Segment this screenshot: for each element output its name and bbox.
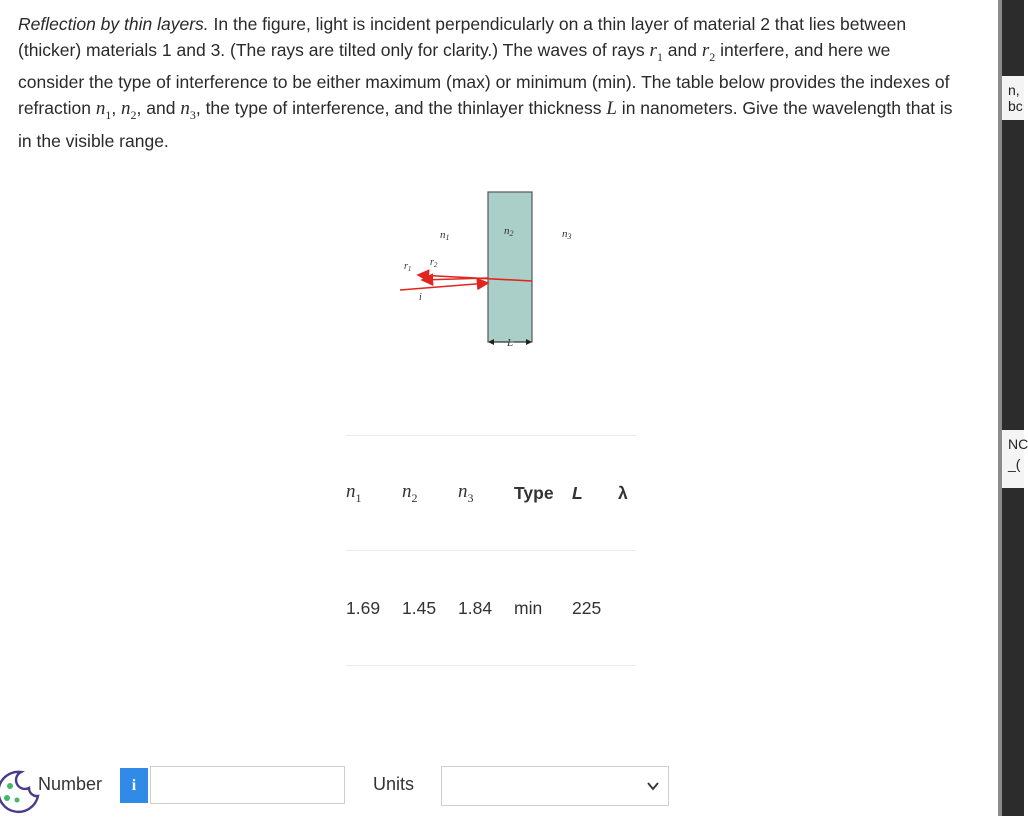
index-symbol: $n_2$: [121, 98, 137, 122]
table-header-row: [346, 436, 636, 551]
figure-L-label: L: [507, 337, 514, 349]
cell-n1: 1.69: [346, 551, 402, 666]
reflected-ray-r1: [422, 278, 488, 280]
number-input[interactable]: [150, 766, 345, 804]
figure-n1-label: n1: [440, 229, 450, 242]
side-fragment: NC: [1008, 436, 1028, 452]
thickness-symbol: L: [606, 98, 617, 120]
number-label: Number: [38, 774, 103, 794]
question-segment: , and: [136, 98, 181, 119]
thin-layer: [488, 192, 532, 342]
question-text: [18, 12, 958, 155]
cell-lambda: [618, 551, 636, 666]
figure-i-label: i: [419, 292, 422, 303]
figure-r1-label: $r_1$: [404, 261, 412, 273]
question-segment: ,: [111, 98, 122, 119]
side-panel-top: [1002, 76, 1024, 120]
cell-L: 225: [572, 551, 618, 666]
cell-n3: 1.84: [458, 551, 514, 666]
incident-ray: [400, 283, 488, 290]
table-row: [346, 551, 636, 666]
question-segment: In the figure, light is incident perpendicularly on a thin layer of material 2 that lies between (thicker) materials 1 and 3. (The rays are tilted only for clarity.) The waves of rays: [18, 14, 907, 60]
info-icon[interactable]: i: [120, 768, 148, 803]
ray-symbol: $r_1$: [649, 39, 663, 64]
header-n3: $n_3$: [458, 436, 514, 551]
units-label: Units: [373, 774, 415, 794]
ray-symbol: $r_2$: [701, 39, 716, 64]
scrollbar-track[interactable]: [998, 0, 1002, 816]
question-segment: , the type of interference, and the thinlayer thickness: [195, 98, 607, 119]
header-lambda: λ: [618, 436, 636, 551]
thin-layer-diagram: [396, 190, 616, 355]
right-side-panel: [998, 0, 1028, 816]
thin-layer-figure: [396, 190, 616, 360]
cookie-icon[interactable]: [0, 766, 42, 821]
figure-n3-label: n3: [562, 228, 572, 241]
header-L: L: [572, 436, 618, 551]
side-panel-bottom: [1002, 430, 1028, 488]
question-segment: in nanometers. Give the wavelength that is in the visible range.: [18, 98, 953, 151]
index-symbol: $n_1$: [95, 98, 112, 122]
cell-type: min: [514, 551, 572, 666]
header-n2: $n_2$: [402, 436, 458, 551]
side-fragment: _(: [1008, 456, 1021, 472]
index-symbol: $n_3$: [180, 98, 196, 122]
cell-n2: 1.45: [402, 551, 458, 666]
units-select[interactable]: [441, 766, 669, 806]
figure-n2-label: n2: [504, 225, 514, 238]
header-n1: $n_1$: [346, 436, 402, 551]
answer-row: [0, 762, 680, 806]
chevron-down-icon: [646, 779, 660, 798]
question-segment: and: [662, 39, 702, 60]
side-fragment: n,: [1008, 82, 1020, 98]
question-title: Reflection by thin layers.: [18, 14, 209, 34]
data-table: [346, 435, 636, 666]
question-segment: interfere, and here we consider the type of interference to be either maximum (max) or minimum (min). The table below provides the indexes of refraction: [18, 39, 950, 119]
side-fragment: bc: [1008, 98, 1023, 114]
header-type: Type: [514, 436, 572, 551]
figure-r2-label: $r_2$: [430, 257, 438, 269]
